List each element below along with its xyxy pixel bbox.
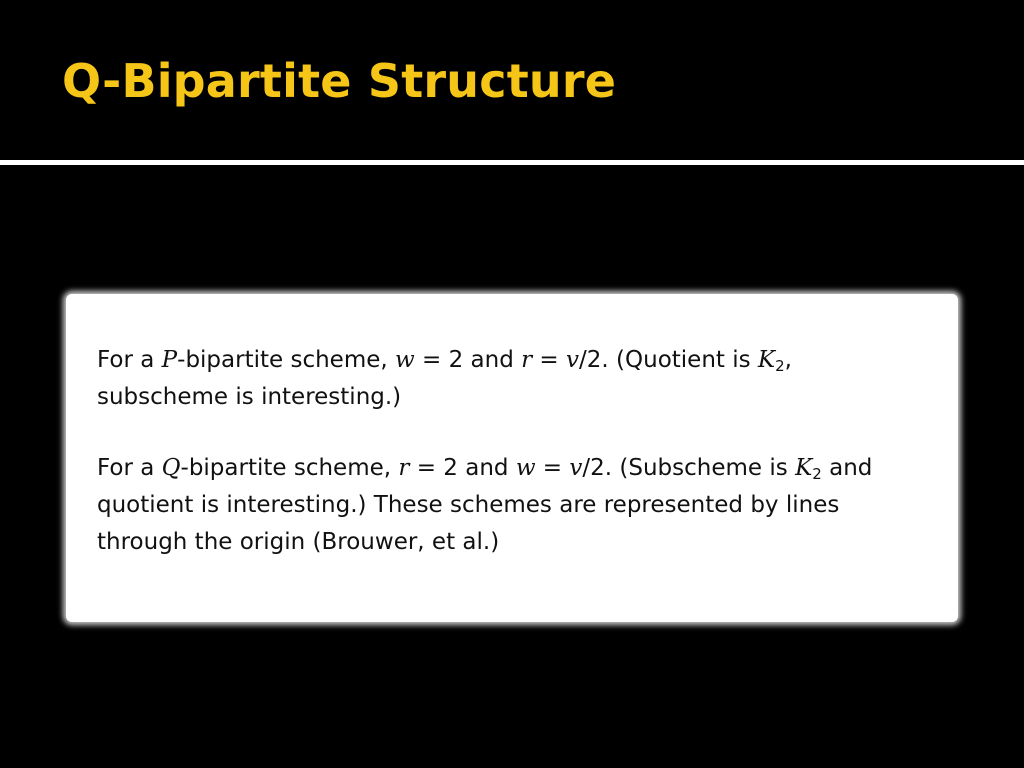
p1-math-k: K <box>757 347 776 373</box>
p1-text-1: For a <box>97 347 162 373</box>
slide-title: Q-Bipartite Structure <box>62 54 617 108</box>
p1-math-k-subscript: 2 <box>775 357 785 375</box>
p1-text-3: = 2 and <box>414 347 522 373</box>
paragraph-q-bipartite <box>97 450 928 561</box>
p1-text-2: -bipartite scheme, <box>177 347 396 373</box>
p2-math-v: v <box>569 455 583 481</box>
p2-text-6: and quotient is interesting.) These schemes are represented by lines through the origin (Brouwer, et al.) <box>97 455 873 555</box>
p2-math-k: K <box>795 455 813 481</box>
p1-math-v: v <box>566 347 580 373</box>
p2-text-3: = 2 and <box>409 455 516 481</box>
p1-text-5: /2. (Quotient is <box>579 347 758 373</box>
p2-text-4: = <box>535 455 570 481</box>
p2-math-q: Q <box>161 455 181 481</box>
p2-math-k-subscript: 2 <box>812 465 822 483</box>
p1-math-p: P <box>161 347 178 373</box>
paragraph-p-bipartite <box>97 342 928 416</box>
p1-text-4: = <box>532 347 567 373</box>
p1-math-r: r <box>521 347 533 373</box>
p2-math-w: w <box>515 455 536 481</box>
title-divider <box>0 160 1024 165</box>
p1-text-6: , subscheme is interesting.) <box>97 347 792 410</box>
p2-text-2: -bipartite scheme, <box>180 455 399 481</box>
p1-math-w: w <box>395 347 415 373</box>
p2-math-r: r <box>398 455 410 481</box>
content-box <box>66 294 958 622</box>
p2-text-1: For a <box>97 455 162 481</box>
p2-text-5: /2. (Subscheme is <box>582 455 796 481</box>
